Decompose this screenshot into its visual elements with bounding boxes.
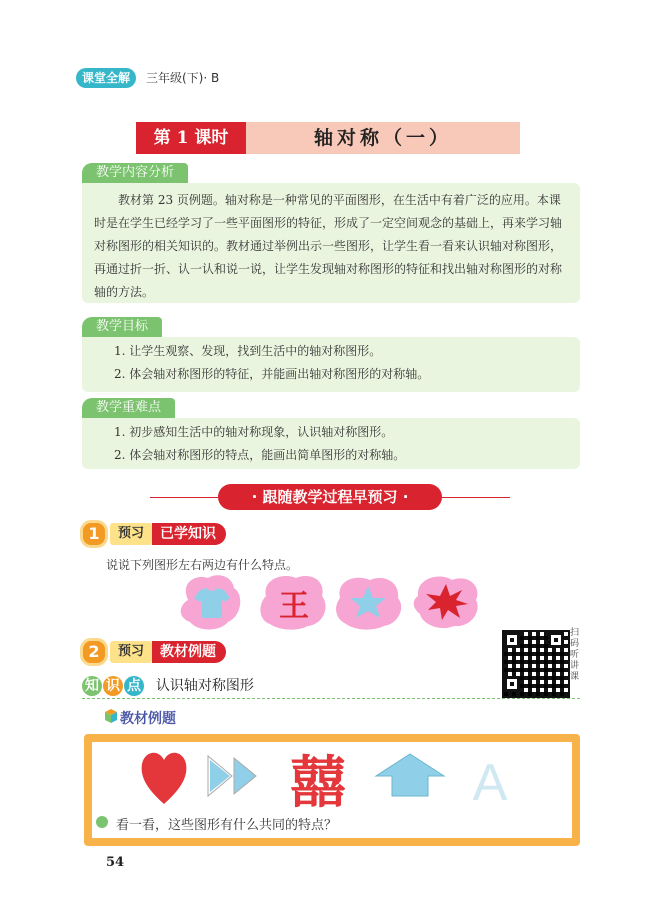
analysis-paragraph: 教材第 23 页例题。轴对称是一种常见的平面图形，在生活中有着广泛的应用。本课时是在学生已经学习了一些平面图形的特征，形成了一定空间观念的基础上，再来学习轴对称图形的相关知识的。教材通过举例出示一些图形，让学生看一看来认识轴对称图形，再通过折一折、认一认和说一说，让学生发现轴对称图形的特征和找出轴对称图形的对称轴的方法。 [94,193,563,299]
wang-character: 王 [279,589,309,624]
step-title-known: 已学知识 [152,523,226,545]
double-happiness-figure: 囍 [290,751,346,808]
heart-figure [142,753,187,804]
letter-a-figure: A [472,754,508,808]
goal-item: 2. 体会轴对称图形的特征，并能画出轴对称图形的对称轴。 [114,367,430,381]
brand-badge: 课堂全解 [76,68,136,88]
page-number: 54 [106,855,125,870]
section-divider-title: · 跟随教学过程早预习 · [218,484,442,510]
qr-finder-bottom-left [504,676,520,692]
step-number-2: 2 [80,638,108,666]
symmetric-figures-row [178,572,482,630]
shirt-figure [181,575,241,629]
example-question: 看一看，这些图形有什么共同的特点？ [116,818,338,833]
kp-underline [82,698,580,699]
example-label: 教材例题 [120,711,176,727]
goal-item: 1. 让学生观察、发现，找到生活中的轴对称图形。 [114,344,382,358]
divider-line-right [442,497,510,498]
step-number-1: 1 [80,520,108,548]
kp-char-1: 知 [82,676,102,696]
question-bullet-icon [96,816,108,828]
section-box-analysis [82,183,580,303]
section-tab-analysis: 教学内容分析 [82,163,188,183]
section-box-key-points [82,418,580,469]
prompt-text: 说说下列图形左右两边有什么特点。 [106,558,299,572]
step-tag-preview: 预习 [110,523,152,545]
up-arrow-figure [376,754,444,796]
qr-label: 扫码听讲课 [570,628,580,682]
divider-line-left [150,497,218,498]
step-tag-preview-2: 预习 [110,641,152,663]
lesson-number: 第 1 课时 [136,122,246,154]
section-tab-goals: 教学目标 [82,317,162,337]
example-figures-row [138,746,518,808]
key-point-item: 2. 体会轴对称图形的特点，能画出简单图形的对称轴。 [114,448,406,462]
kp-char-2: 识 [103,676,123,696]
qr-finder-top-left [504,632,520,648]
section-box-goals [82,337,580,392]
kp-char-3: 点 [124,676,144,696]
double-arrow-figure [208,756,256,796]
kp-text: 认识轴对称图形 [155,678,254,694]
step-title-example: 教材例题 [152,641,226,663]
wang-figure [260,576,325,630]
grade-label: 三年级(下)· B [146,71,220,85]
star-figure [336,578,401,630]
key-point-item: 1. 初步感知生活中的轴对称现象，认识轴对称图形。 [114,425,394,439]
leaf-figure [414,577,478,629]
lesson-title: 轴对称（一） [313,127,452,149]
qr-finder-top-right [548,632,564,648]
section-tab-key-points: 教学重难点 [82,398,175,418]
cube-icon [104,708,118,724]
knowledge-point [82,676,254,696]
